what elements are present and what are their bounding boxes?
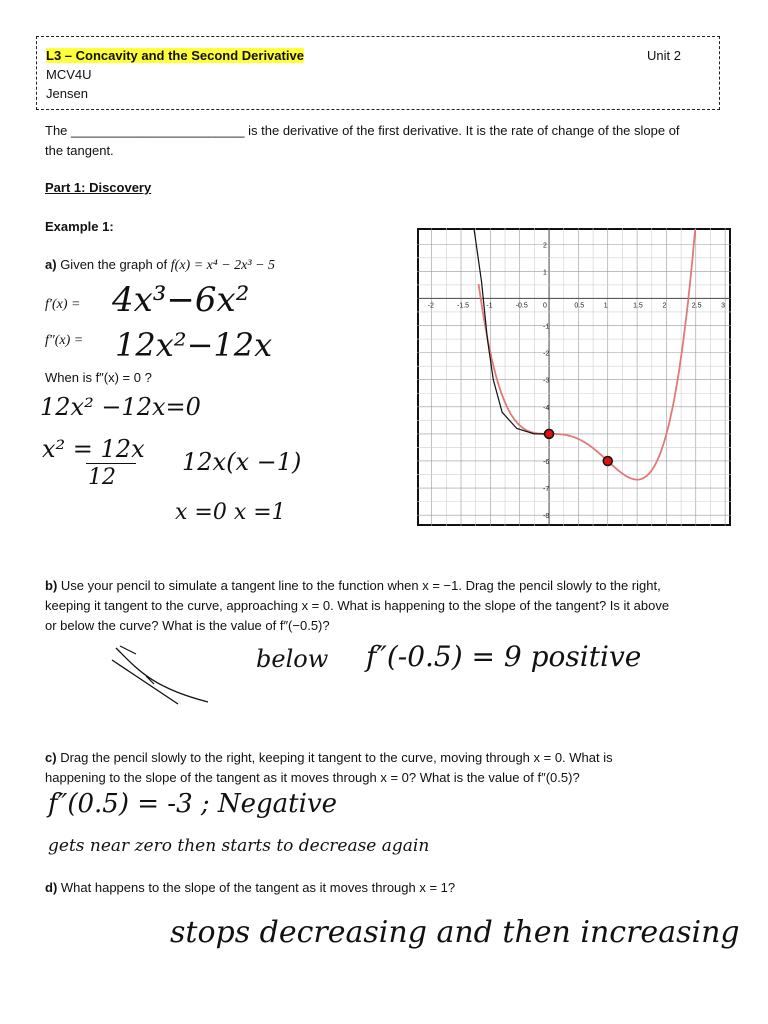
- teacher-name: Jensen: [46, 86, 88, 101]
- x-tick-label: -2: [427, 302, 434, 310]
- y-tick-label: -6: [543, 458, 550, 466]
- fdouble-label: f″(x) =: [45, 333, 84, 348]
- work-line-1: 12x² −12x=0: [40, 393, 201, 421]
- y-tick-label: 1: [543, 269, 547, 277]
- when-question: When is f″(x) = 0 ?: [45, 370, 152, 385]
- x-tick-label: -1: [486, 302, 493, 310]
- part-b-question: b) Use your pencil to simulate a tangent line to the function when x = −1. Drag the pencil slowly to the right, keeping it tangent to the curve, approaching x = 0. What is happening to the slope of the tangent? Is it above or below the curve? What is the value of f″(−0.5)?: [45, 578, 670, 633]
- x-tick-label: 0: [543, 302, 547, 310]
- course-code: MCV4U: [46, 67, 92, 82]
- answer-b-1: below: [256, 645, 329, 673]
- fraction-bar: [86, 463, 136, 464]
- work-line-4: x =0 x =1: [175, 500, 286, 525]
- part-a-question: a) Given the graph of f(x) = x⁴ − 2x³ − 5: [45, 257, 276, 273]
- y-tick-label: 2: [543, 242, 547, 250]
- fdouble-answer: 12x²−12x: [115, 326, 273, 364]
- answer-d: stops decreasing and then increasing: [170, 915, 740, 950]
- work-line-2b: 12: [88, 465, 116, 490]
- x-tick-label: 1: [603, 302, 608, 310]
- work-line-3: 12x(x −1): [182, 448, 302, 476]
- x-tick-label: -0.5: [515, 302, 528, 310]
- x-tick-label: 1.5: [633, 302, 643, 310]
- answer-b-2: f″(-0.5) = 9 positive: [366, 640, 642, 673]
- y-tick-label: -8: [543, 513, 550, 521]
- x-tick-label: -1.5: [457, 302, 470, 310]
- y-tick-label: -1: [543, 323, 550, 331]
- x-tick-label: 2.5: [691, 302, 702, 310]
- y-tick-label: -3: [543, 377, 550, 385]
- intro-text: The ________________________ is the derivative of the first derivative. It is the rate of change of the slope of the tangent.: [45, 123, 680, 158]
- inflection-point: [603, 456, 612, 465]
- y-tick-label: -2: [543, 350, 550, 358]
- graph-frame: [418, 229, 730, 525]
- part1-heading: Part 1: Discovery: [45, 180, 152, 195]
- y-tick-label: -4: [543, 404, 550, 412]
- work-line-2: x² = 12x: [42, 435, 145, 463]
- answer-c-1: f″(0.5) = -3 ; Negative: [48, 789, 338, 819]
- fprime-label: f′(x) =: [45, 297, 81, 312]
- fprime-answer: 4x³−6x²: [112, 280, 250, 320]
- function-graph: [417, 228, 731, 526]
- example1-heading: Example 1:: [45, 219, 114, 234]
- answer-c-2: gets near zero then starts to decrease again: [48, 836, 430, 856]
- tangent-sketch-b: [108, 640, 218, 710]
- part-c-question: c) Drag the pencil slowly to the right, keeping it tangent to the curve, moving through x = 0. What is happening to the slope of the tangent as it moves through x = 0? What is the value of f″(0.5)?: [45, 750, 613, 785]
- x-tick-label: 2: [662, 302, 667, 310]
- unit-label: Unit 2: [647, 48, 681, 63]
- lesson-title: L3 – Concavity and the Second Derivative: [46, 48, 304, 63]
- y-tick-label: -7: [543, 486, 550, 494]
- part-d-question: d) What happens to the slope of the tangent as it moves through x = 1?: [45, 880, 456, 895]
- x-tick-label: 0.5: [574, 302, 585, 310]
- inflection-point: [545, 429, 554, 438]
- x-tick-label: 3: [721, 302, 726, 310]
